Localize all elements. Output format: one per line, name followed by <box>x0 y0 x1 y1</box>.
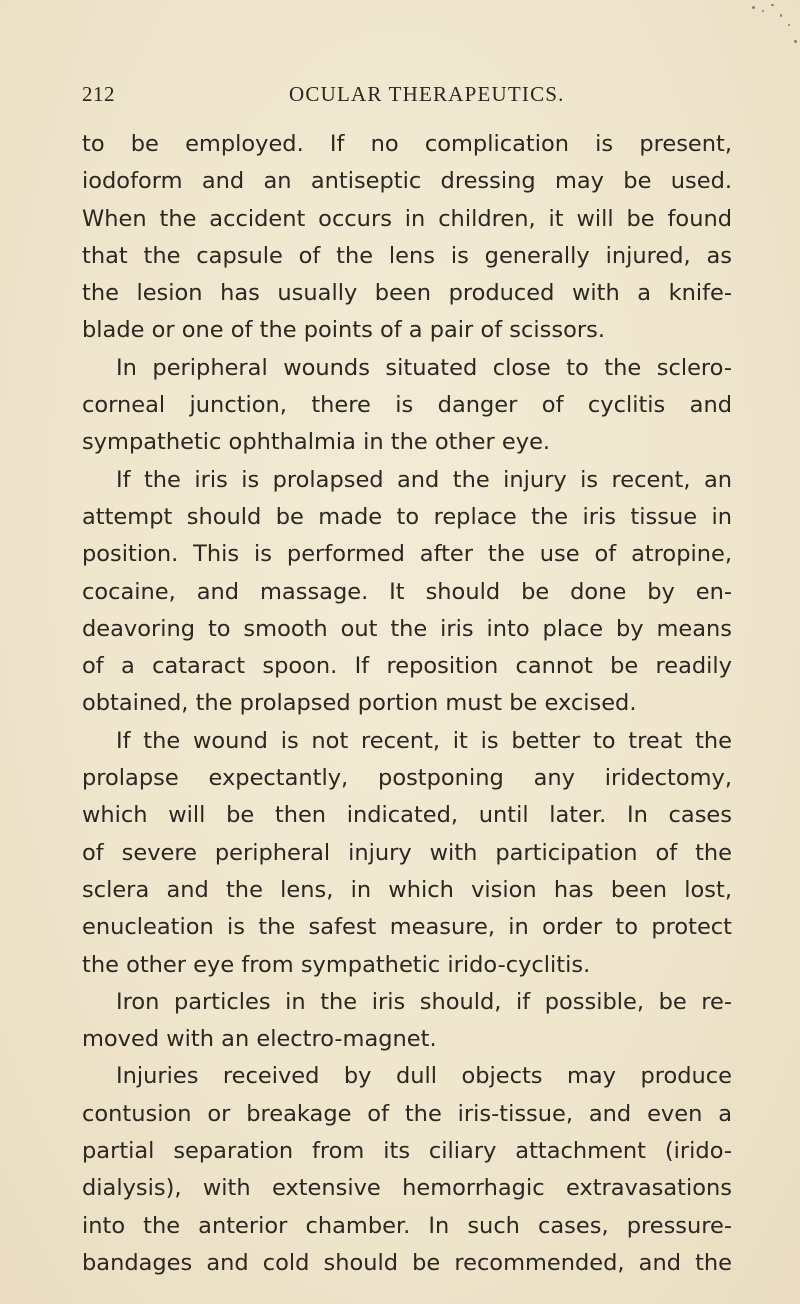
text-line: When the accident occurs in children, it will be found <box>82 205 732 232</box>
text-line: In peripheral wounds situated close to the sclero- <box>116 354 732 381</box>
text-line: enucleation is the safest measure, in order to protect <box>82 914 732 941</box>
text-line: cocaine, and massage. It should be done by en- <box>82 578 732 605</box>
running-head <box>82 82 722 112</box>
text-line: moved with an electro-magnet. <box>82 1026 437 1053</box>
speck <box>794 40 797 43</box>
speck <box>752 6 755 9</box>
page-number: 212 <box>82 82 115 106</box>
text-line: dialysis), with extensive hemorrhagic extravasations <box>82 1175 732 1202</box>
text-line: attempt should be made to replace the iris tissue in <box>82 503 732 530</box>
text-line: the other eye from sympathetic irido-cyclitis. <box>82 951 591 978</box>
text-line: If the iris is prolapsed and the injury is recent, an <box>116 466 732 493</box>
text-line: Injuries received by dull objects may produce <box>116 1063 732 1090</box>
text-line: of severe peripheral injury with participation of the <box>82 839 732 866</box>
running-head-title: OCULAR THERAPEUTICS. <box>289 82 565 106</box>
text-line: the lesion has usually been produced with a knife- <box>82 280 732 307</box>
text-line: blade or one of the points of a pair of scissors. <box>82 317 605 344</box>
body-text <box>82 126 732 1282</box>
text-line: that the capsule of the lens is generally injured, as <box>82 242 732 269</box>
text-line: which will be then indicated, until later. In cases <box>82 802 732 829</box>
speck <box>762 10 764 12</box>
text-line: If the wound is not recent, it is better to treat the <box>116 727 732 754</box>
text-line: contusion or breakage of the iris-tissue, and even a <box>82 1100 732 1127</box>
speck <box>788 24 790 26</box>
text-line: deavoring to smooth out the iris into place by means <box>82 615 732 642</box>
text-line: of a cataract spoon. If reposition cannot be readily <box>82 653 732 680</box>
text-line: sympathetic ophthalmia in the other eye. <box>82 429 551 456</box>
text-line: corneal junction, there is danger of cyclitis and <box>82 392 732 419</box>
text-line: iodoform and an antiseptic dressing may be used. <box>82 168 732 195</box>
speck <box>771 4 774 6</box>
text-line: position. This is performed after the use of atropine, <box>82 541 732 568</box>
text-line: to be employed. If no complication is present, <box>82 131 732 157</box>
speck <box>780 14 782 17</box>
text-line: into the anterior chamber. In such cases, pressure- <box>82 1212 732 1239</box>
text-line: bandages and cold should be recommended, and the <box>82 1249 732 1276</box>
text-line: Iron particles in the iris should, if possible, be re- <box>116 988 732 1015</box>
text-line: partial separation from its ciliary attachment (irido- <box>82 1138 732 1165</box>
text-line: prolapse expectantly, postponing any iridectomy, <box>82 765 732 792</box>
text-line: sclera and the lens, in which vision has been lost, <box>82 876 732 903</box>
text-line: obtained, the prolapsed portion must be excised. <box>82 690 637 717</box>
